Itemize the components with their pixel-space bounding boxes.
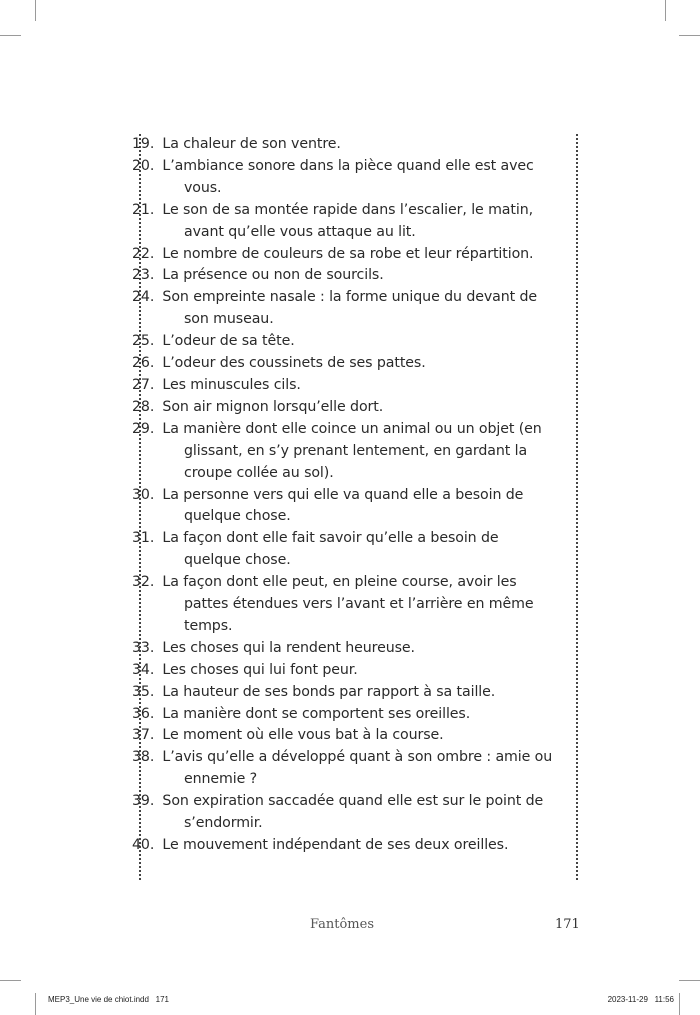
list-item: 26. L’odeur des coussinets de ses pattes. [132,355,426,372]
list-item: 25. L’odeur de sa tête. [132,333,295,350]
list-item: 20. L’ambiance sonore dans la pièce quand elle est avec vous. [132,157,534,196]
list-item: 28. Son air mignon lorsqu’elle dort. [132,398,384,415]
item-text: La hauteur de ses bonds par rapport à sa taille. [162,683,496,700]
list-item: 30. La personne vers qui elle va quand elle a besoin de quelque chose. [132,486,524,525]
item-text: Les minuscules cils. [162,376,301,393]
item-text: La personne vers qui elle va quand elle a besoin de quelque chose. [162,486,524,525]
item-text: La présence ou non de sourcils. [162,267,384,284]
item-text: Les choses qui lui font peur. [162,661,358,678]
crop-mark [679,980,700,981]
item-text: L’odeur des coussinets de ses pattes. [162,355,426,372]
numbered-list [132,134,558,857]
list-item: 22. Le nombre de couleurs de sa robe et leur répartition. [132,245,534,262]
item-text: La chaleur de son ventre. [162,136,341,152]
item-text: La manière dont se comportent ses oreilles. [162,705,471,722]
crop-mark [679,35,700,36]
item-text: La façon dont elle fait savoir qu’elle a besoin de quelque chose. [162,530,499,569]
list-item: 32. La façon dont elle peut, en pleine course, avoir les pattes étendues vers l’avant et l’arrière en même temps. [132,574,534,634]
list-item: 37. Le moment où elle vous bat à la course. [132,727,444,744]
list-item: 35. La hauteur de ses bonds par rapport à sa taille. [132,683,496,700]
item-text: Le son de sa montée rapide dans l’escalier, le matin, avant qu’elle vous attaque au lit. [162,201,533,240]
slug-filename: MEP3_Une vie de chiot.indd 171 [48,995,169,1004]
list-item: 38. L’avis qu’elle a développé quant à son ombre : amie ou ennemie ? [132,749,553,788]
list-item: 27. Les minuscules cils. [132,376,301,393]
crop-mark [665,0,666,21]
crop-mark [35,993,36,1015]
dotted-rule-right [576,134,578,880]
list-item: 36. La manière dont se comportent ses oreilles. [132,705,471,722]
list-item: 34. Les choses qui lui font peur. [132,661,358,678]
item-text: Le moment où elle vous bat à la course. [162,727,444,744]
list-item: 33. Les choses qui la rendent heureuse. [132,639,415,656]
list-item: 23. La présence ou non de sourcils. [132,267,384,284]
item-text: Son empreinte nasale : la forme unique du devant de son museau. [162,289,538,328]
item-text: Son air mignon lorsqu’elle dort. [162,398,384,415]
page-number: 171 [555,917,580,932]
list-item: 21. Le son de sa montée rapide dans l’escalier, le matin, avant qu’elle vous attaque au lit. [132,201,533,240]
item-text: L’odeur de sa tête. [162,333,295,350]
item-text: L’ambiance sonore dans la pièce quand elle est avec vous. [162,157,534,196]
item-text: Son expiration saccadée quand elle est sur le point de s’endormir. [162,793,544,832]
list-item: 19. La chaleur de son ventre. [132,136,341,152]
item-text: Les choses qui la rendent heureuse. [162,639,415,656]
list-item: 40. Le mouvement indépendant de ses deux oreilles. [132,837,509,853]
slug-timestamp: 2023-11-29 11:56 [607,995,674,1004]
item-text: La manière dont elle coince un animal ou un objet (en glissant, en s’y prenant lentement, en gardant la croupe collée au sol). [162,420,542,481]
crop-mark [0,35,21,36]
crop-mark [35,0,36,21]
crop-mark [0,980,21,981]
item-text: Le mouvement indépendant de ses deux oreilles. [162,837,509,853]
running-footer-title: Fantômes [310,917,375,932]
list-item: 31. La façon dont elle fait savoir qu’elle a besoin de quelque chose. [132,530,499,569]
list-item: 39. Son expiration saccadée quand elle est sur le point de s’endormir. [132,793,544,832]
list-item: 24. Son empreinte nasale : la forme unique du devant de son museau. [132,289,538,328]
list-item: 29. La manière dont elle coince un animal ou un objet (en glissant, en s’y prenant lentement, en gardant la croupe collée au sol). [132,420,542,481]
item-text: Le nombre de couleurs de sa robe et leur répartition. [162,245,534,262]
item-text: L’avis qu’elle a développé quant à son ombre : amie ou ennemie ? [162,749,553,788]
crop-mark [679,993,680,1015]
item-text: La façon dont elle peut, en pleine course, avoir les pattes étendues vers l’avant et l’arrière en même temps. [162,574,534,634]
